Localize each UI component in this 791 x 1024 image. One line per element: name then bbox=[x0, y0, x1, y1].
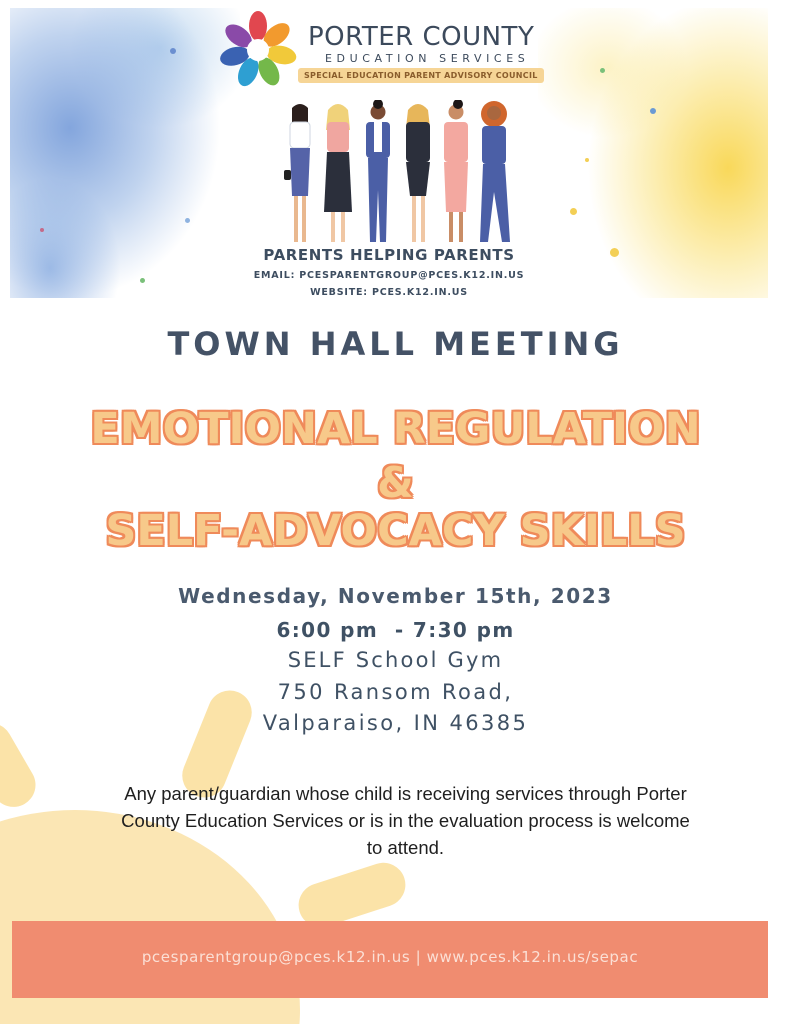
event-city: Valparaiso, IN 46385 bbox=[262, 711, 529, 735]
footer-bar bbox=[12, 921, 768, 998]
group-of-women-illustration bbox=[276, 100, 516, 248]
pces-hands-logo-icon bbox=[216, 8, 300, 92]
attendance-notice: Any parent/guardian whose child is receiving services through Porter County Education Services or is in the evaluation process is welcome to attend. bbox=[121, 783, 690, 858]
org-name: PORTER COUNTY bbox=[308, 22, 535, 52]
event-venue: SELF School Gym bbox=[287, 648, 504, 672]
topic-line-1: EMOTIONAL REGULATION bbox=[90, 404, 701, 454]
splatter-dot bbox=[570, 208, 577, 215]
splatter-dot bbox=[650, 108, 656, 114]
footer-contact: pcesparentgroup@pces.k12.in.us | www.pces.k12.in.us/sepac bbox=[141, 948, 639, 966]
council-badge: SPECIAL EDUCATION PARENT ADVISORY COUNCIL bbox=[298, 68, 544, 83]
splatter-dot bbox=[585, 158, 589, 162]
tagline: PARENTS HELPING PARENTS bbox=[263, 246, 515, 264]
splatter-dot bbox=[185, 218, 190, 223]
topic-line-2: SELF-ADVOCACY SKILLS bbox=[105, 506, 686, 556]
splatter-dot bbox=[170, 48, 176, 54]
header-email: EMAIL: PCESPARENTGROUP@PCES.K12.IN.US bbox=[253, 270, 525, 281]
event-date: Wednesday, November 15th, 2023 bbox=[178, 584, 613, 608]
topic-ampersand: & bbox=[377, 458, 414, 507]
event-time: 6:00 pm - 7:30 pm bbox=[276, 618, 515, 642]
meeting-heading: TOWN HALL MEETING bbox=[167, 325, 624, 363]
event-street: 750 Ransom Road, bbox=[277, 680, 514, 704]
header-website: WEBSITE: PCES.K12.IN.US bbox=[310, 287, 468, 298]
org-subtitle: EDUCATION SERVICES bbox=[325, 52, 530, 65]
header-banner bbox=[10, 8, 768, 298]
splatter-dot bbox=[600, 68, 605, 73]
splatter-dot bbox=[40, 228, 44, 232]
